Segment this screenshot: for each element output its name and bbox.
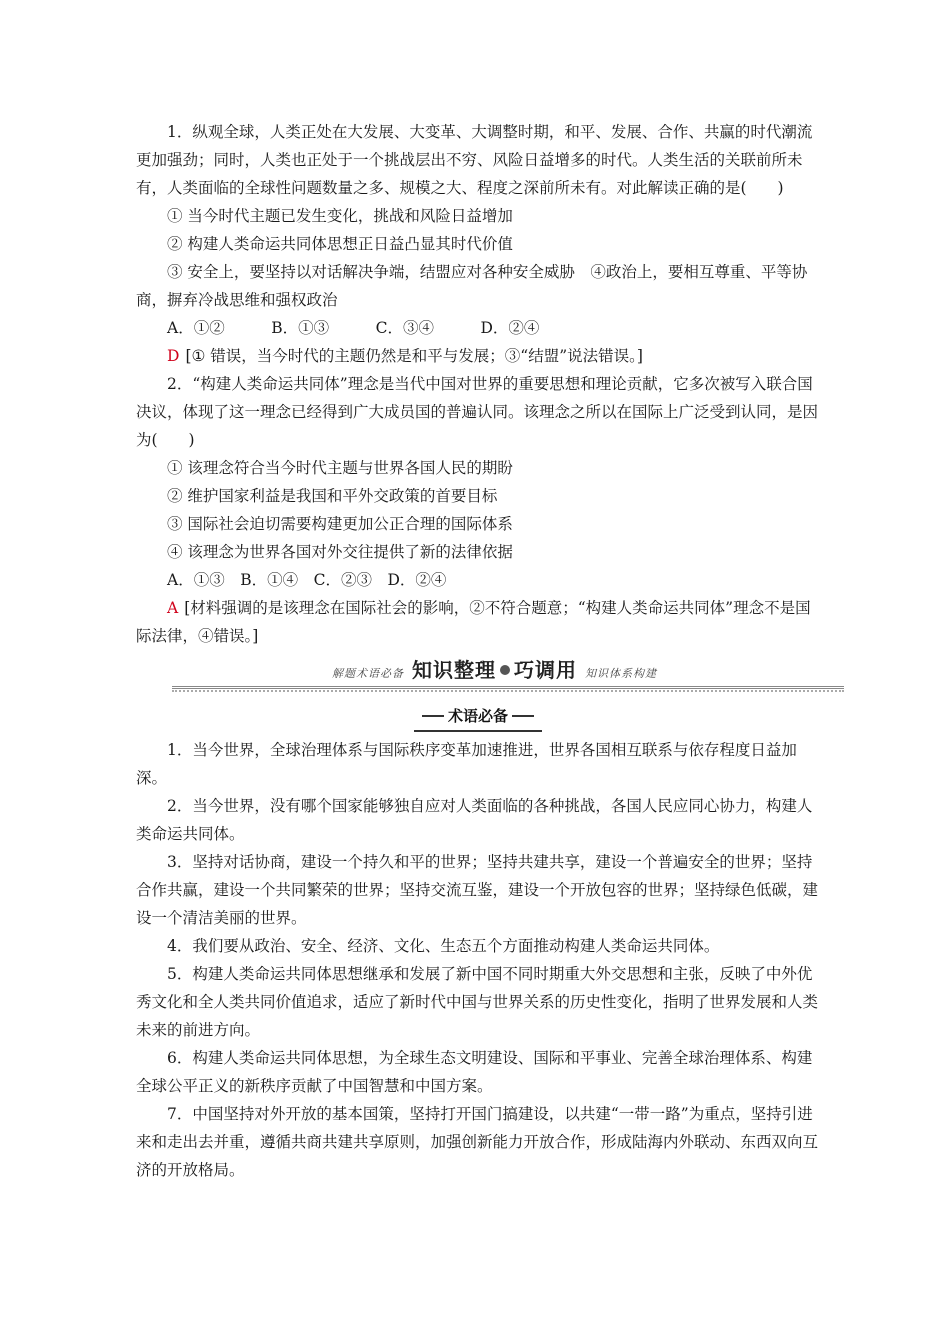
- question-1-answer-letter: D: [167, 347, 180, 365]
- banner-main-title: [412, 656, 577, 684]
- term-item-4: 4．我们要从政治、安全、经济、文化、生态五个方面推动构建人类命运共同体。: [167, 937, 720, 955]
- terms-heading: [136, 702, 820, 732]
- section-banner: [136, 656, 820, 696]
- badge-right-rule: [512, 715, 534, 717]
- question-2-answer-text: [材料强调的是该理念在国际社会的影响，②不符合题意；“构建人类命运共同体”理念不是国际法律，④错误。]: [136, 599, 811, 645]
- term-item-5: 5．构建人类命运共同体思想继承和发展了新中国不同时期重大外交思想和主张，反映了中外优秀文化和全人类共同价值追求，适应了新时代中国与世界关系的历史性变化，指明了世界发展和人类未来的前进方向。: [136, 965, 819, 1039]
- question-2-option-2: ② 维护国家利益是我国和平外交政策的首要目标: [167, 487, 498, 505]
- term-item-1: 1．当今世界，全球治理体系与国际秩序变革加速推进，世界各国相互联系与依存程度日益加深。: [136, 741, 797, 787]
- banner-title-group: [332, 656, 657, 688]
- term-item-7: 7．中国坚持对外开放的基本国策，坚持打开国门搞建设，以共建“一带一路”为重点，坚持引进来和走出去并重，遵循共商共建共享原则，加强创新能力开放合作，形成陆海内外联动、东西双向互济的开放格局。: [136, 1105, 819, 1179]
- banner-right-label: 知识体系构建: [585, 667, 657, 680]
- bullet-icon: [500, 665, 510, 675]
- question-2-option-3: ③ 国际社会迫切需要构建更加公正合理的国际体系: [167, 515, 513, 533]
- question-1-stem: 1．纵观全球，人类正处在大发展、大变革、大调整时期，和平、发展、合作、共赢的时代潮流更加强劲；同时，人类也正处于一个挑战层出不穷、风险日益增多的时代。人类生活的关联前所未有，人类面临的全球性问题数量之多、规模之大、程度之深前所未有。对此解读正确的是( ): [136, 123, 813, 197]
- term-item-2: 2．当今世界，没有哪个国家能够独自应对人类面临的各种挑战，各国人民应同心协力，构建人类命运共同体。: [136, 797, 813, 843]
- question-1-answer-text: [① 错误，当今时代的主题仍然是和平与发展；③“结盟”说法错误。]: [185, 347, 643, 365]
- banner-left-label: 解题术语必备: [332, 667, 404, 680]
- question-1-answer: [136, 342, 820, 370]
- question-2-option-1: ① 该理念符合当今时代主题与世界各国人民的期盼: [167, 459, 513, 477]
- terms-badge: [414, 702, 542, 732]
- banner-rule-dotted: [172, 690, 844, 692]
- question-1-choices: A．①② B．①③ C．③④ D．②④: [167, 319, 540, 337]
- question-2-answer: [136, 594, 820, 650]
- banner-main-part-1: 知识整理: [412, 658, 496, 682]
- term-item-3: 3．坚持对话协商，建设一个持久和平的世界；坚持共建共享，建设一个普遍安全的世界；坚持合作共赢，建设一个共同繁荣的世界；坚持交流互鉴，建设一个开放包容的世界；坚持绿色低碳，建设一个清洁美丽的世界。: [136, 853, 819, 927]
- question-2-option-4: ④ 该理念为世界各国对外交往提供了新的法律依据: [167, 543, 513, 561]
- banner-main-part-2: 巧调用: [514, 658, 577, 682]
- document-content: [136, 118, 820, 1184]
- question-2-choices: A．①③ B．①④ C．②③ D．②④: [167, 571, 447, 589]
- badge-left-rule: [422, 715, 444, 717]
- question-1-option-1: ① 当今时代主题已发生变化，挑战和风险日益增加: [167, 207, 513, 225]
- terms-title: 术语必备: [447, 707, 508, 725]
- question-1-option-2: ② 构建人类命运共同体思想正日益凸显其时代价值: [167, 235, 513, 253]
- term-item-6: 6．构建人类命运共同体思想，为全球生态文明建设、国际和平事业、完善全球治理体系、构建全球公平正义的新秩序贡献了中国智慧和中国方案。: [136, 1049, 813, 1095]
- question-1-option-3-4: ③ 安全上，要坚持以对话解决争端，结盟应对各种安全威胁 ④政治上，要相互尊重、平等协商，摒弃冷战思维和强权政治: [136, 263, 808, 309]
- question-2-answer-letter: A: [167, 599, 179, 617]
- question-2-stem: 2．“构建人类命运共同体”理念是当代中国对世界的重要思想和理论贡献，它多次被写入联合国决议，体现了这一理念已经得到广大成员国的普遍认同。该理念之所以在国际上广泛受到认同，是因为( ): [136, 375, 819, 449]
